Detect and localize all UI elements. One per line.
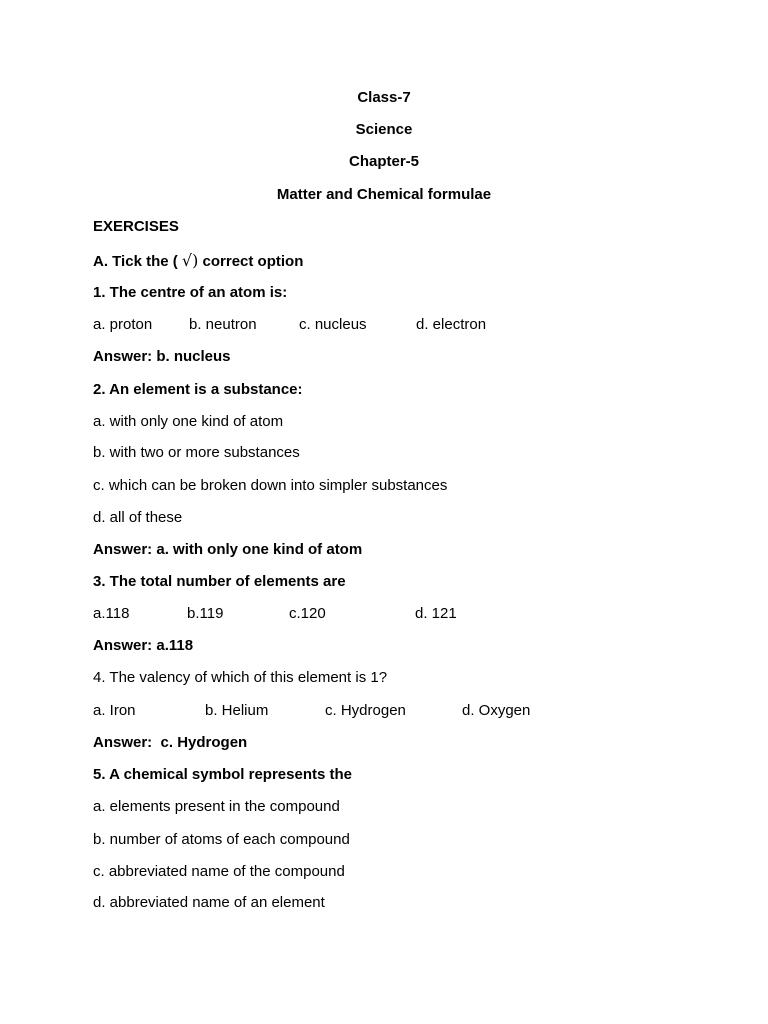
q5-option-c: c. abbreviated name of the compound bbox=[93, 863, 345, 880]
instruction-before: A. Tick the ( bbox=[93, 253, 178, 270]
q3-option-d: d. 121 bbox=[415, 605, 457, 622]
q5-option-a: a. elements present in the compound bbox=[93, 798, 340, 815]
q1-answer: Answer: b. nucleus bbox=[93, 348, 231, 365]
tick-symbol: √) bbox=[181, 251, 199, 270]
question-1: 1. The centre of an atom is: bbox=[93, 284, 288, 301]
q3-answer: Answer: a.118 bbox=[93, 637, 194, 654]
q4-option-d: d. Oxygen bbox=[462, 702, 531, 719]
question-2: 2. An element is a substance: bbox=[93, 381, 303, 398]
q2-option-a: a. with only one kind of atom bbox=[93, 413, 284, 430]
q3-option-a: a.118 bbox=[93, 605, 130, 622]
q1-option-b: b. neutron bbox=[189, 316, 257, 333]
class-heading: Class-7 bbox=[357, 89, 411, 106]
q5-option-d: d. abbreviated name of an element bbox=[93, 894, 325, 911]
question-5: 5. A chemical symbol represents the bbox=[93, 766, 352, 783]
exercises-heading: EXERCISES bbox=[93, 218, 179, 235]
q5-option-b: b. number of atoms of each compound bbox=[93, 831, 350, 848]
q1-option-a: a. proton bbox=[93, 316, 153, 333]
question-3: 3. The total number of elements are bbox=[93, 573, 346, 590]
q1-option-d: d. electron bbox=[416, 316, 487, 333]
q2-option-b: b. with two or more substances bbox=[93, 444, 300, 461]
q1-option-c: c. nucleus bbox=[299, 316, 367, 333]
instruction-after: correct option bbox=[198, 253, 304, 270]
question-4: 4. The valency of which of this element is 1? bbox=[93, 669, 388, 686]
q4-option-c: c. Hydrogen bbox=[325, 702, 406, 719]
q2-option-c: c. which can be broken down into simpler substances bbox=[93, 477, 448, 494]
q4-option-a: a. Iron bbox=[93, 702, 136, 719]
subject-heading: Science bbox=[355, 121, 413, 138]
q4-answer: Answer: c. Hydrogen bbox=[93, 734, 248, 751]
chapter-title: Matter and Chemical formulae bbox=[276, 186, 492, 203]
chapter-heading: Chapter-5 bbox=[348, 153, 419, 170]
q3-option-b: b.119 bbox=[187, 605, 224, 622]
q3-option-c: c.120 bbox=[289, 605, 326, 622]
q4-option-b: b. Helium bbox=[205, 702, 269, 719]
q2-option-d: d. all of these bbox=[93, 509, 183, 526]
q2-answer: Answer: a. with only one kind of atom bbox=[93, 541, 363, 558]
instruction bbox=[93, 251, 303, 272]
